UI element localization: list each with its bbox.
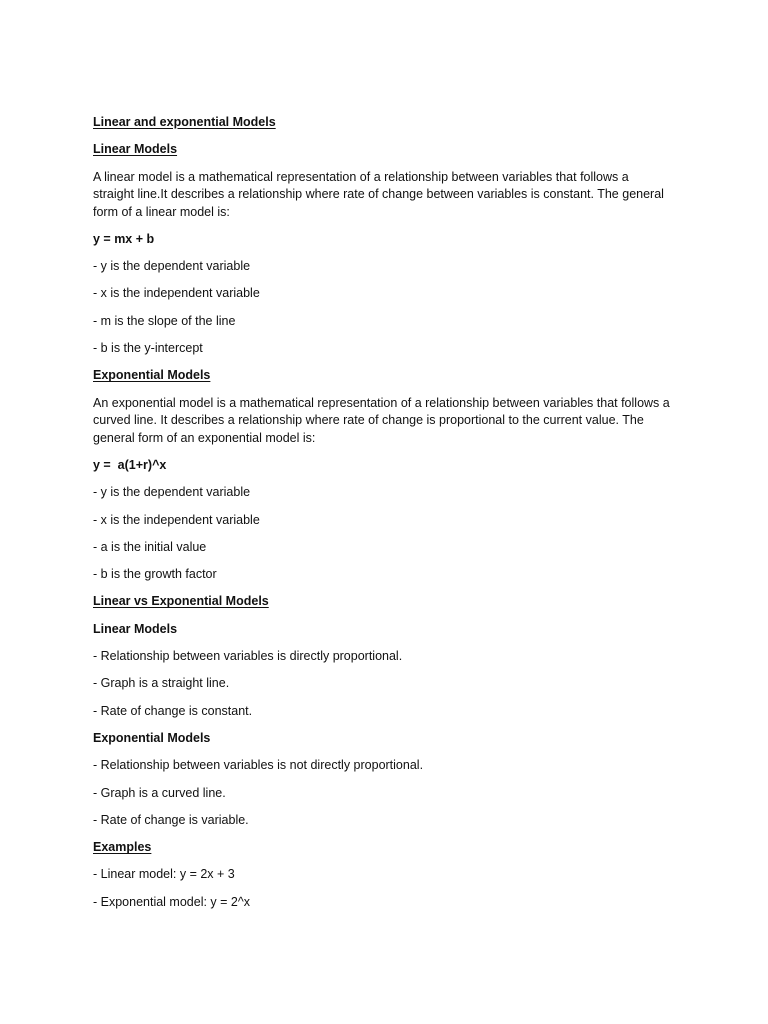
comparison-heading: Linear vs Exponential Models [93,594,269,609]
comparison-linear-point: - Graph is a straight line. [93,676,230,691]
document-page [93,114,673,921]
examples-heading: Examples [93,840,152,855]
comparison-linear-point: - Relationship between variables is directly proportional. [93,649,403,664]
comparison-exponential-subheading: Exponential Models [93,730,211,745]
example-item: - Exponential model: y = 2^x [93,894,250,909]
comparison-linear-subheading: Linear Models [93,621,178,636]
exponential-term: - x is the independent variable [93,512,260,527]
linear-models-heading: Linear Models [93,142,178,157]
comparison-linear-point: - Rate of change is constant. [93,703,253,718]
example-item: - Linear model: y = 2x + 3 [93,867,235,882]
document-title: Linear and exponential Models [93,115,276,129]
linear-models-description: A linear model is a mathematical representation of a relationship between variables that follows a straight line.It describes a relationship where rate of change between variables is constant. The general form of a linear model is: [93,169,664,219]
comparison-exponential-point: - Graph is a curved line. [93,785,226,800]
linear-term: - y is the dependent variable [93,259,251,274]
linear-formula: y = mx + b [93,231,155,246]
linear-term: - m is the slope of the line [93,313,236,328]
comparison-exponential-point: - Rate of change is variable. [93,812,249,827]
linear-term: - b is the y-intercept [93,341,203,356]
exponential-term: - a is the initial value [93,539,207,554]
comparison-exponential-point: - Relationship between variables is not directly proportional. [93,758,424,773]
exponential-term: - y is the dependent variable [93,485,251,500]
linear-term: - x is the independent variable [93,286,260,301]
exponential-formula: y = a(1+r)^x [93,457,167,472]
exponential-models-description: An exponential model is a mathematical representation of a relationship between variables that follows a curved line. It describes a relationship where rate of change is proportional to the current value. The general form of an exponential model is: [93,395,670,445]
exponential-term: - b is the growth factor [93,567,217,582]
exponential-models-heading: Exponential Models [93,368,211,383]
